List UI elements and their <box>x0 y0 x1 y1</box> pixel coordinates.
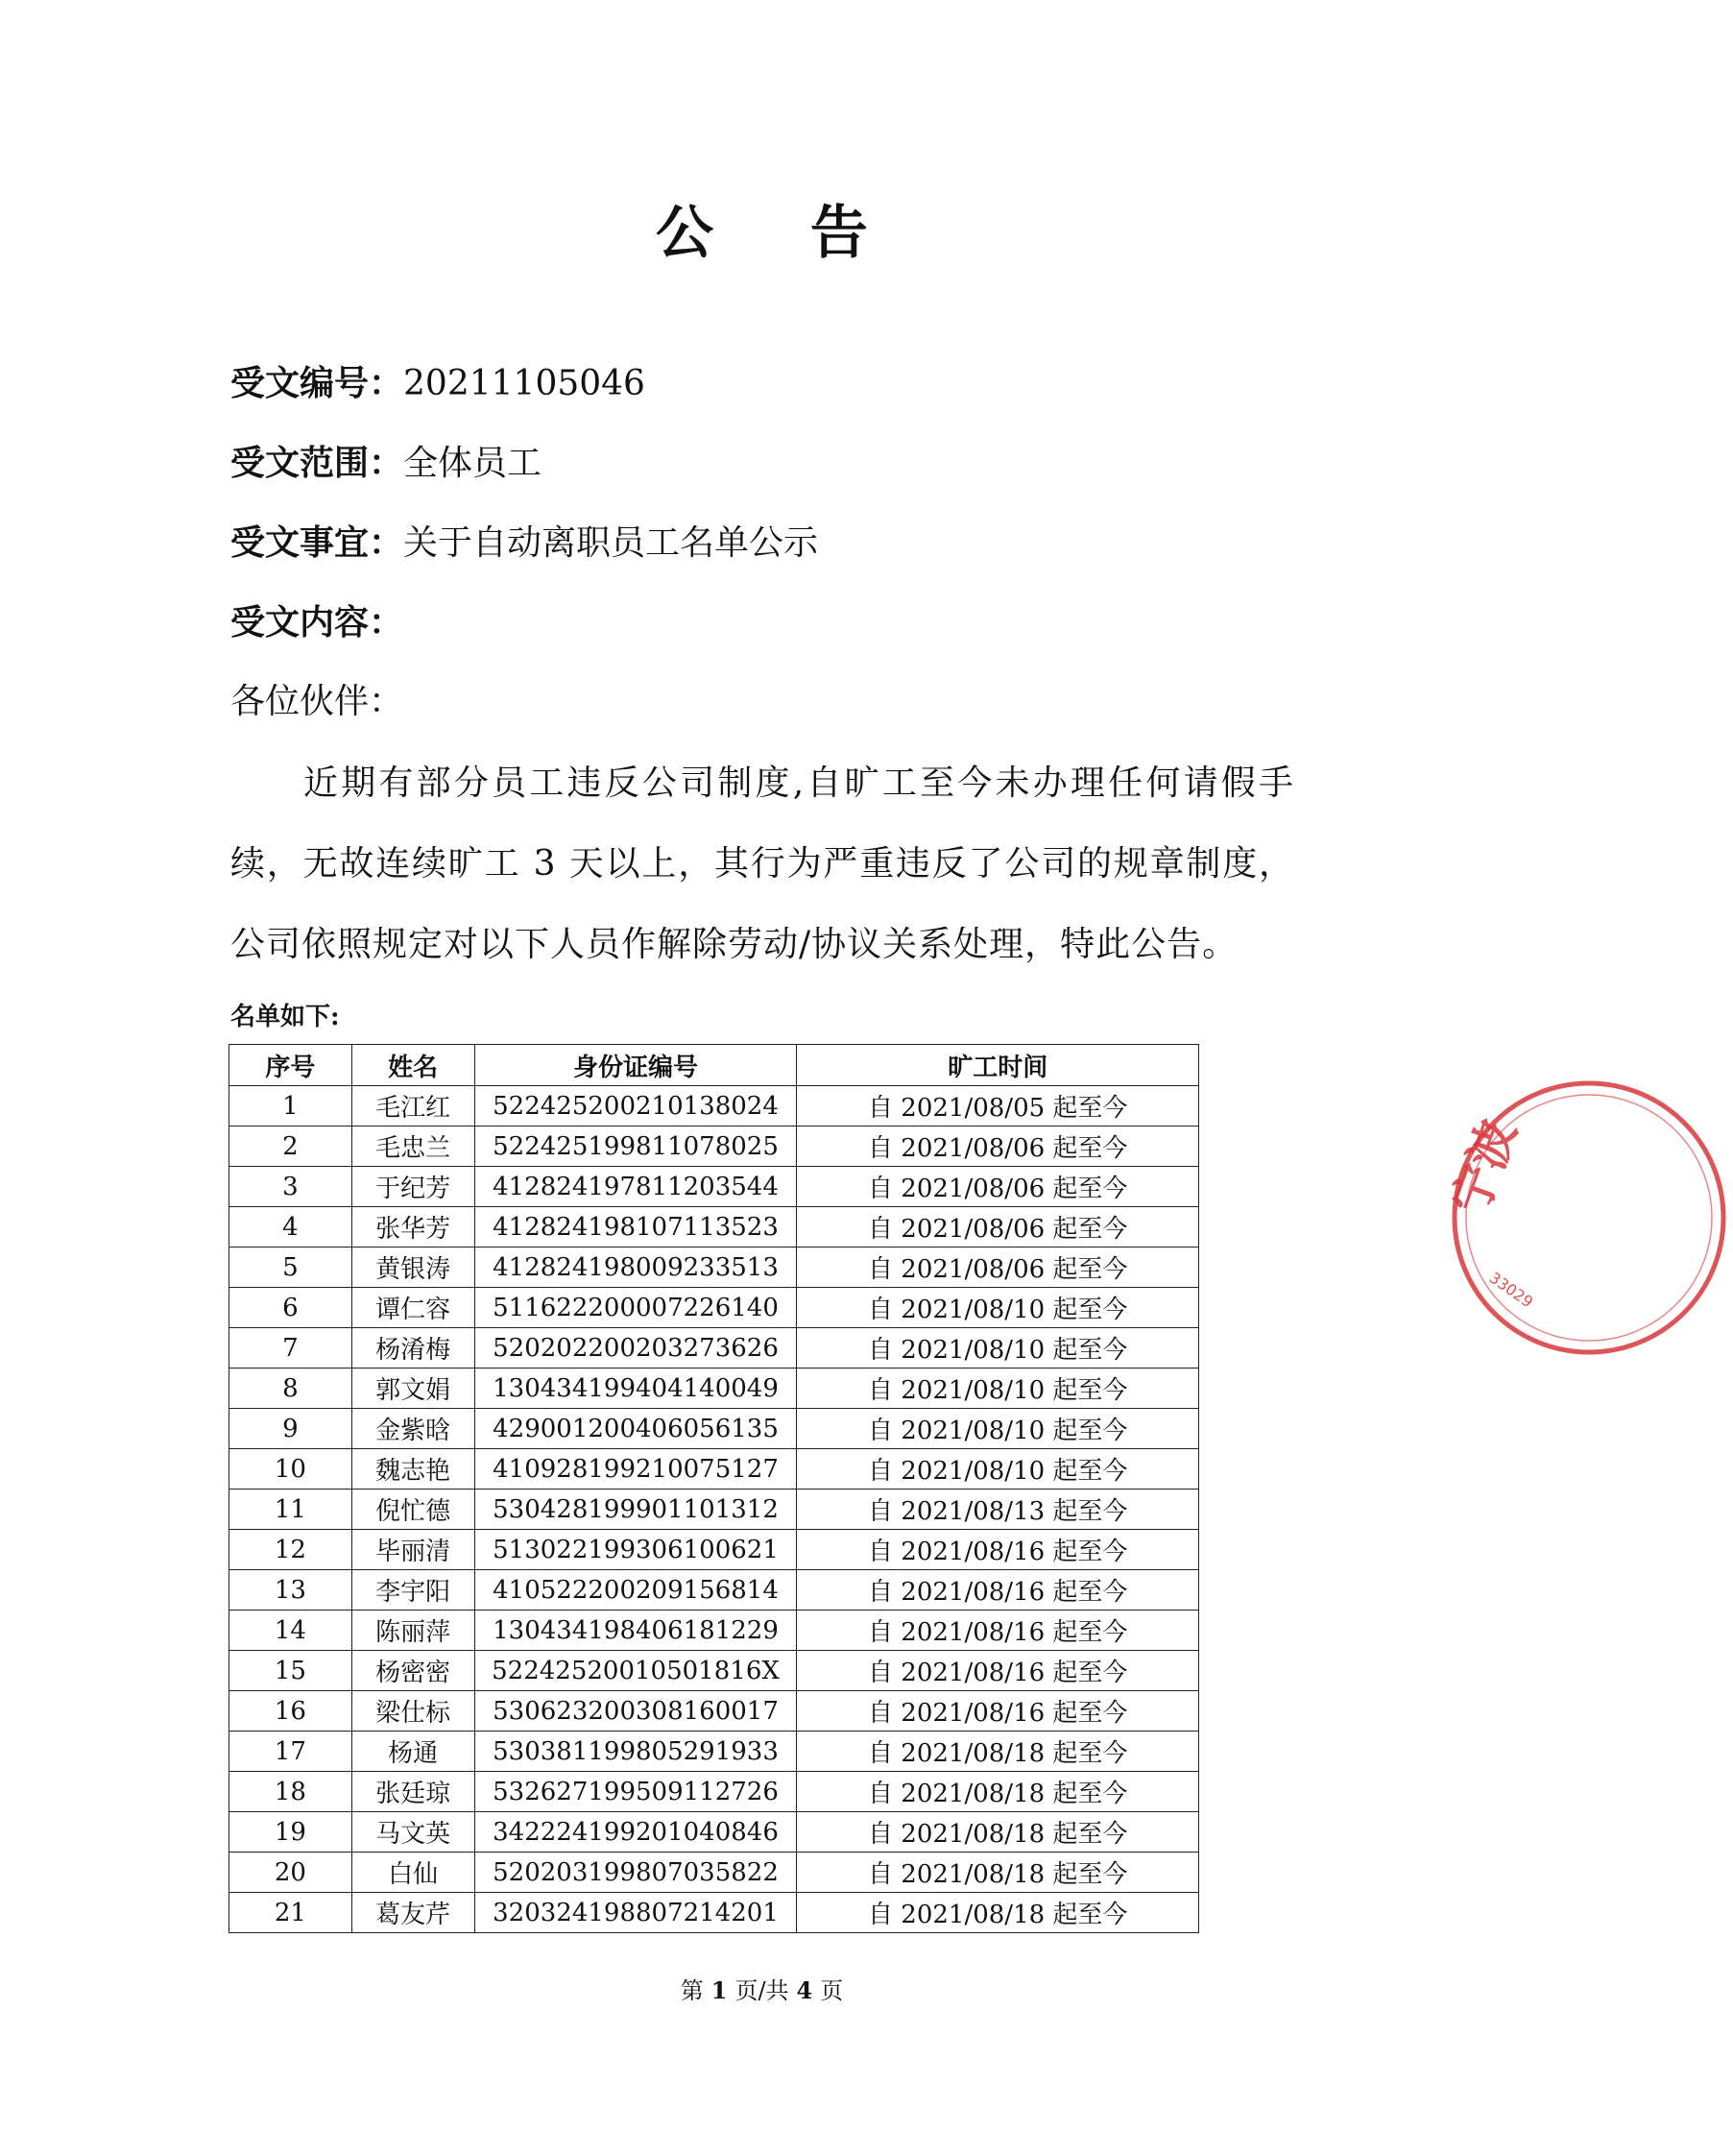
doc-content-field <box>230 598 403 647</box>
cell-id-number: 130434198406181229 <box>474 1611 797 1651</box>
cell-absence-time: 自 2021/08/16 起至今 <box>797 1691 1199 1732</box>
doc-subject-label: 受文事宜： <box>230 522 404 563</box>
table-body <box>229 1086 1199 1933</box>
cell-absence-time: 自 2021/08/16 起至今 <box>797 1611 1199 1651</box>
page-footer <box>0 1972 1524 2005</box>
doc-number-field <box>230 359 645 408</box>
cell-id-number: 410522200209156814 <box>474 1570 797 1611</box>
cell-absence-time: 自 2021/08/16 起至今 <box>797 1530 1199 1570</box>
cell-absence-time: 自 2021/08/16 起至今 <box>797 1570 1199 1611</box>
dismissal-table <box>229 1044 1199 1933</box>
cell-name: 金紫晗 <box>351 1409 474 1449</box>
cell-absence-time: 自 2021/08/13 起至今 <box>797 1490 1199 1530</box>
cell-id-number: 511622200007226140 <box>474 1288 797 1328</box>
doc-subject-field <box>230 519 818 568</box>
table-row <box>229 1530 1199 1570</box>
table-row <box>229 1328 1199 1369</box>
table-row <box>229 1086 1199 1126</box>
table-row <box>229 1409 1199 1449</box>
cell-index: 21 <box>229 1893 352 1933</box>
cell-id-number: 520202200203273626 <box>474 1328 797 1369</box>
footer-suffix: 页 <box>820 1977 844 2004</box>
header-name: 姓名 <box>351 1045 474 1086</box>
cell-index: 15 <box>229 1651 352 1691</box>
cell-absence-time: 自 2021/08/18 起至今 <box>797 1772 1199 1812</box>
cell-name: 毕丽清 <box>351 1530 474 1570</box>
cell-index: 12 <box>229 1530 352 1570</box>
table-row <box>229 1853 1199 1893</box>
table-row <box>229 1691 1199 1732</box>
company-seal-stamp <box>1441 1074 1733 1362</box>
cell-name: 张廷琼 <box>351 1772 474 1812</box>
cell-id-number: 342224199201040846 <box>474 1812 797 1853</box>
seal-text: 宁波 <box>1441 1112 1528 1223</box>
footer-page-number: 1 <box>710 1976 728 2004</box>
cell-name: 葛友芹 <box>351 1893 474 1933</box>
table-row <box>229 1248 1199 1288</box>
greeting: 各位伙伴： <box>230 682 404 721</box>
list-title: 名单如下: <box>230 1003 340 1031</box>
table-row <box>229 1288 1199 1328</box>
table-row <box>229 1369 1199 1409</box>
cell-id-number: 410928199210075127 <box>474 1449 797 1490</box>
cell-name: 魏志艳 <box>351 1449 474 1490</box>
cell-absence-time: 自 2021/08/06 起至今 <box>797 1248 1199 1288</box>
cell-id-number: 522425200210138024 <box>474 1086 797 1126</box>
cell-index: 5 <box>229 1248 352 1288</box>
cell-absence-time: 自 2021/08/18 起至今 <box>797 1812 1199 1853</box>
cell-index: 1 <box>229 1086 352 1126</box>
cell-name: 李宇阳 <box>351 1570 474 1611</box>
cell-id-number: 412824197811203544 <box>474 1167 797 1207</box>
cell-absence-time: 自 2021/08/18 起至今 <box>797 1732 1199 1772</box>
cell-absence-time: 自 2021/08/18 起至今 <box>797 1853 1199 1893</box>
cell-id-number: 530381199805291933 <box>474 1732 797 1772</box>
cell-index: 7 <box>229 1328 352 1369</box>
cell-id-number: 412824198009233513 <box>474 1248 797 1288</box>
seal-number: 33029 <box>1485 1268 1537 1312</box>
table-row <box>229 1449 1199 1490</box>
table-row <box>229 1611 1199 1651</box>
cell-index: 13 <box>229 1570 352 1611</box>
doc-scope-field <box>230 439 542 488</box>
cell-id-number: 320324198807214201 <box>474 1893 797 1933</box>
footer-middle: 页/共 <box>734 1977 789 2004</box>
footer-prefix: 第 <box>680 1977 704 2004</box>
cell-index: 20 <box>229 1853 352 1893</box>
table-row <box>229 1893 1199 1933</box>
cell-index: 18 <box>229 1772 352 1812</box>
cell-name: 张华芳 <box>351 1207 474 1248</box>
header-id-number: 身份证编号 <box>474 1045 797 1086</box>
cell-index: 4 <box>229 1207 352 1248</box>
cell-index: 14 <box>229 1611 352 1651</box>
cell-name: 黄银涛 <box>351 1248 474 1288</box>
cell-index: 3 <box>229 1167 352 1207</box>
header-absence-time: 旷工时间 <box>797 1045 1199 1086</box>
table-row <box>229 1651 1199 1691</box>
cell-name: 白仙 <box>351 1853 474 1893</box>
cell-absence-time: 自 2021/08/16 起至今 <box>797 1651 1199 1691</box>
cell-absence-time: 自 2021/08/10 起至今 <box>797 1449 1199 1490</box>
cell-name: 毛忠兰 <box>351 1126 474 1167</box>
cell-name: 谭仁容 <box>351 1288 474 1328</box>
doc-scope-value: 全体员工 <box>403 444 542 483</box>
cell-name: 毛江红 <box>351 1086 474 1126</box>
cell-id-number: 520203199807035822 <box>474 1853 797 1893</box>
cell-index: 19 <box>229 1812 352 1853</box>
table-row <box>229 1732 1199 1772</box>
cell-absence-time: 自 2021/08/06 起至今 <box>797 1207 1199 1248</box>
cell-index: 17 <box>229 1732 352 1772</box>
cell-name: 马文英 <box>351 1812 474 1853</box>
cell-name: 杨密密 <box>351 1651 474 1691</box>
cell-id-number: 52242520010501816X <box>474 1651 797 1691</box>
document-title: 公 告 <box>656 200 906 267</box>
doc-subject-value: 关于自动离职员工名单公示 <box>403 523 819 563</box>
doc-number-value: 20211105046 <box>403 364 645 403</box>
cell-id-number: 130434199404140049 <box>474 1369 797 1409</box>
cell-absence-time: 自 2021/08/05 起至今 <box>797 1086 1199 1126</box>
cell-id-number: 522425199811078025 <box>474 1126 797 1167</box>
cell-absence-time: 自 2021/08/06 起至今 <box>797 1167 1199 1207</box>
cell-name: 倪忙德 <box>351 1490 474 1530</box>
cell-id-number: 530428199901101312 <box>474 1490 797 1530</box>
table-header-row <box>229 1045 1199 1086</box>
cell-absence-time: 自 2021/08/18 起至今 <box>797 1893 1199 1933</box>
cell-name: 陈丽萍 <box>351 1611 474 1651</box>
cell-id-number: 530623200308160017 <box>474 1691 797 1732</box>
doc-scope-label: 受文范围： <box>230 443 404 483</box>
cell-id-number: 412824198107113523 <box>474 1207 797 1248</box>
table-row <box>229 1167 1199 1207</box>
cell-index: 6 <box>229 1288 352 1328</box>
cell-index: 9 <box>229 1409 352 1449</box>
cell-index: 11 <box>229 1490 352 1530</box>
table-row <box>229 1490 1199 1530</box>
cell-id-number: 513022199306100621 <box>474 1530 797 1570</box>
cell-name: 梁仕标 <box>351 1691 474 1732</box>
table-row <box>229 1126 1199 1167</box>
cell-absence-time: 自 2021/08/10 起至今 <box>797 1288 1199 1328</box>
cell-index: 10 <box>229 1449 352 1490</box>
table-row <box>229 1772 1199 1812</box>
cell-name: 于纪芳 <box>351 1167 474 1207</box>
body-paragraph: 近期有部分员工违反公司制度,自旷工至今未办理任何请假手续，无故连续旷工 3 天以上，其行为严重违反了公司的规章制度，公司依照规定对以下人员作解除劳动/协议关系处理，特此公告。 <box>230 763 1294 964</box>
cell-index: 2 <box>229 1126 352 1167</box>
header-index: 序号 <box>229 1045 352 1086</box>
footer-total-pages: 4 <box>796 1976 813 2004</box>
cell-name: 杨淆梅 <box>351 1328 474 1369</box>
table-row <box>229 1812 1199 1853</box>
table-row <box>229 1570 1199 1611</box>
cell-index: 16 <box>229 1691 352 1732</box>
cell-index: 8 <box>229 1369 352 1409</box>
cell-name: 郭文娟 <box>351 1369 474 1409</box>
doc-content-label: 受文内容： <box>230 602 404 642</box>
cell-absence-time: 自 2021/08/06 起至今 <box>797 1126 1199 1167</box>
doc-number-label: 受文编号： <box>230 363 404 403</box>
cell-id-number: 429001200406056135 <box>474 1409 797 1449</box>
cell-name: 杨通 <box>351 1732 474 1772</box>
cell-absence-time: 自 2021/08/10 起至今 <box>797 1328 1199 1369</box>
cell-absence-time: 自 2021/08/10 起至今 <box>797 1369 1199 1409</box>
table-row <box>229 1207 1199 1248</box>
cell-absence-time: 自 2021/08/10 起至今 <box>797 1409 1199 1449</box>
cell-id-number: 532627199509112726 <box>474 1772 797 1812</box>
